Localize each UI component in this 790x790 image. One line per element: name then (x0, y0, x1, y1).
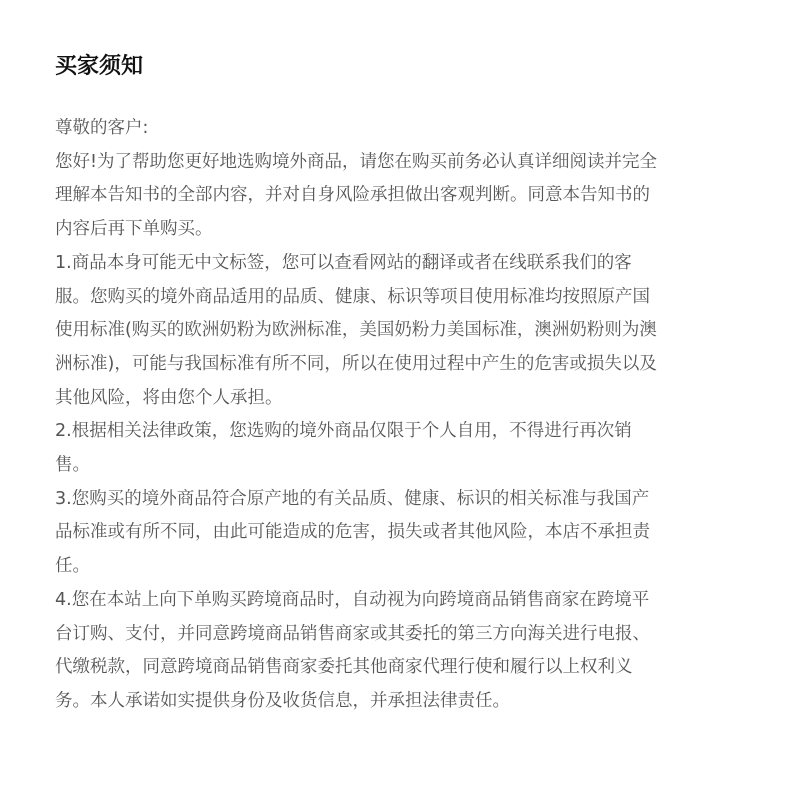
notice-item-2: 2.根据相关法律政策，您选购的境外商品仅限于个人自用，不得进行再次销 售。 (55, 421, 632, 476)
notice-item-4: 4.您在本站上向下单购买跨境商品时，自动视为向跨境商品销售商家在跨境平 台订购、支付，并同意跨境商品销售商家或其委托的第三方向海关进行电报、 代缴税款，同意跨境商品销售商家委托其他商家代理行使和履行以上权利义 务。本人承诺如实提供身份及收货信息，并承担法律责任。 (55, 589, 650, 711)
notice-item-3: 3.您购买的境外商品符合原产地的有关品质、健康、标识的相关标准与我国产 品标准或有所不同，由此可能造成的危害，损失或者其他风险，本店不承担责 任。 (55, 488, 650, 577)
notice-intro: 您好!为了帮助您更好地选购境外商品，请您在购买前务必认真详细阅读并完全 理解本告知书的全部内容，并对自身风险承担做出客观判断。同意本告知书的 内容后再下单购买。 (55, 151, 658, 240)
notice-greeting: 尊敬的客户: (55, 118, 149, 138)
notice-title: 买家须知 (55, 54, 144, 79)
notice-body (55, 112, 755, 719)
buyer-notice (55, 52, 755, 719)
notice-item-1: 1.商品本身可能无中文标签，您可以查看网站的翻译或者在线联系我们的客 服。您购买的境外商品适用的品质、健康、标识等项目使用标准均按照原产国 使用标准(购买的欧洲奶粉为欧洲标准，美国奶粉力美国标准，澳洲奶粉则为澳 洲标准)，可能与我国标准有所不同，所以在使用过程中产生的危害或损失以及 其他风险，将由您个人承担。 (55, 252, 657, 408)
